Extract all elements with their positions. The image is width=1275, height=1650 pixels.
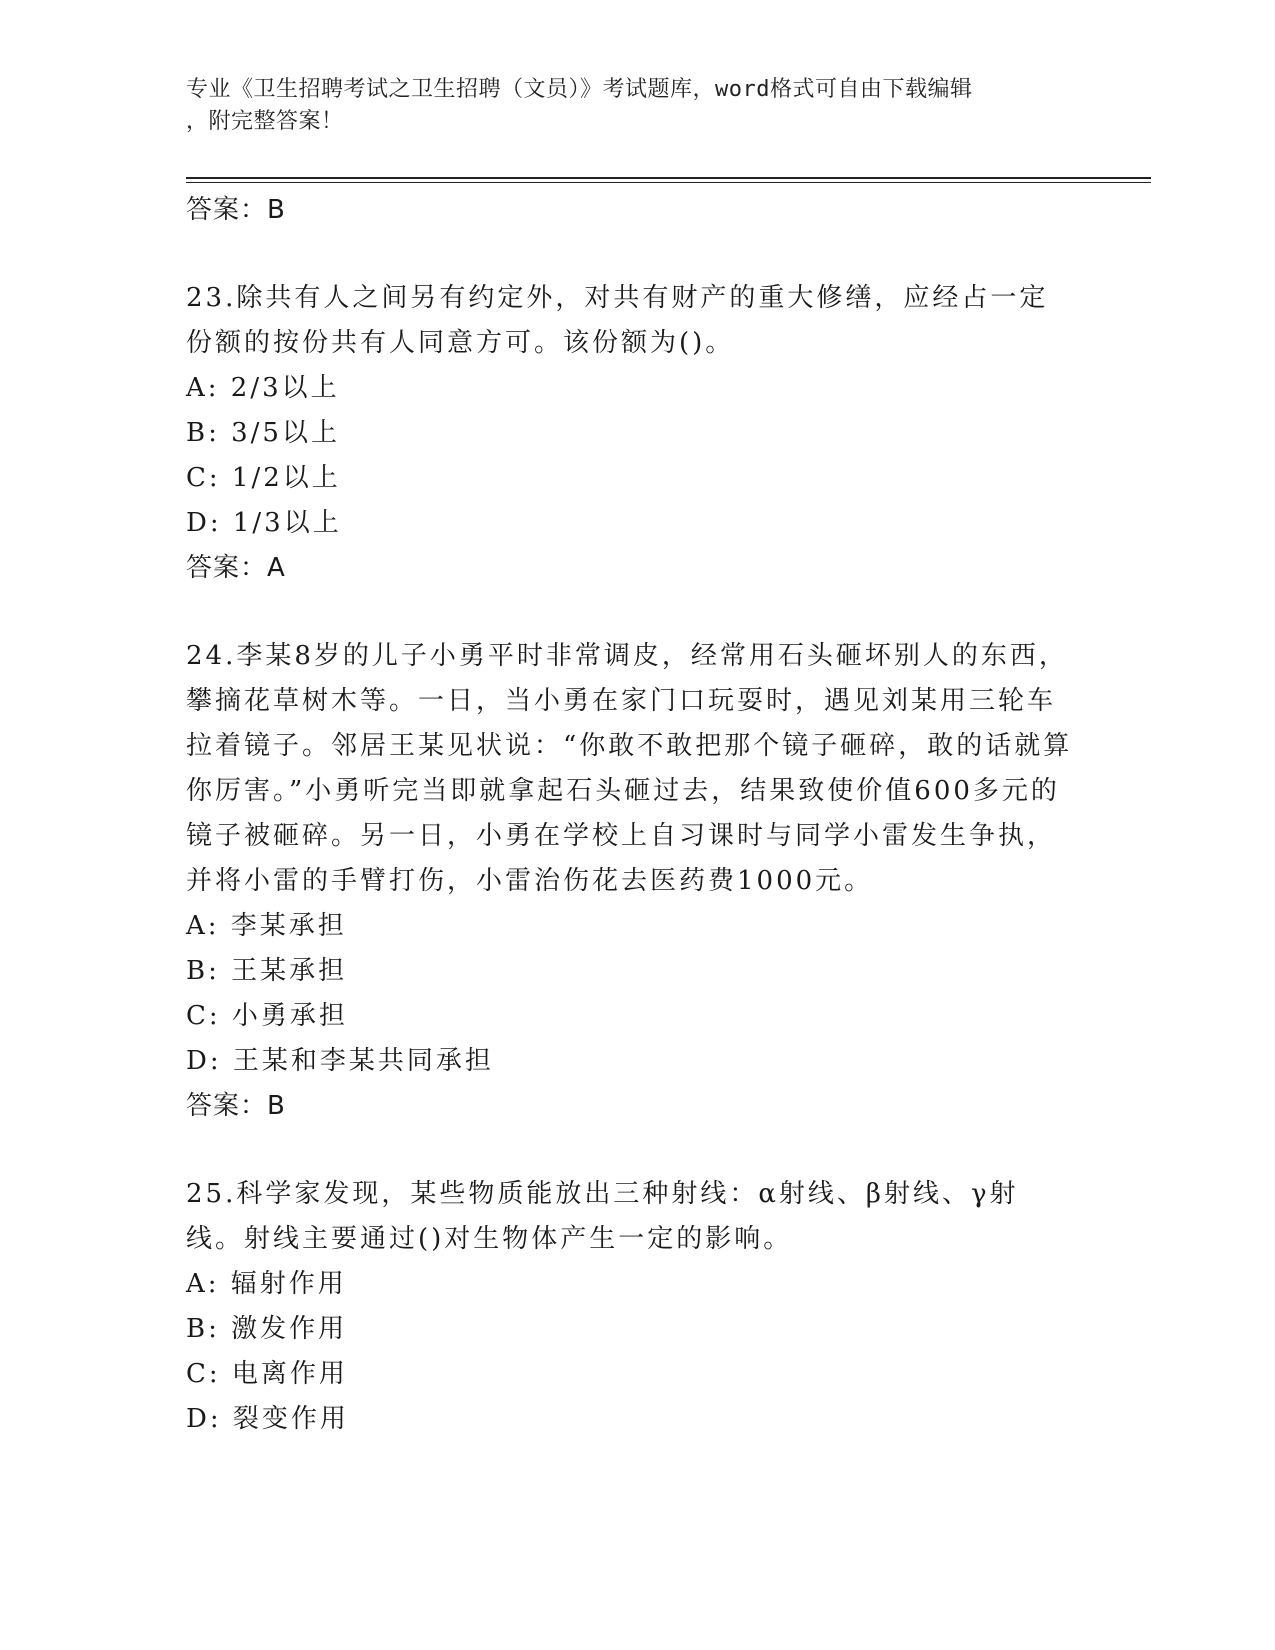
question-text: 23.除共有人之间另有约定外，对共有财产的重大修缮，应经占一定份额的按份共有人同意方可。该份额为()。: [186, 283, 1049, 358]
question-list: [186, 188, 1076, 1442]
answer-line: 答案：B: [186, 1091, 286, 1121]
option-c: C: 小勇承担: [186, 1001, 348, 1031]
option-a: A: 2/3以上: [186, 373, 340, 403]
option-b: B: 王某承担: [186, 956, 348, 986]
option-c: C: 电离作用: [186, 1359, 348, 1389]
option-d: D: 1/3以上: [186, 508, 342, 538]
question-25: [186, 1172, 1076, 1442]
answer-line: 答案：B: [186, 195, 286, 225]
option-a: A: 李某承担: [186, 911, 347, 941]
option-a: A: 辐射作用: [186, 1269, 347, 1299]
header-divider-thin: [186, 182, 1151, 183]
question-text: 25.科学家发现，某些物质能放出三种射线：α射线、β射线、γ射线。射线主要通过()对生物体产生一定的影响。: [186, 1179, 1019, 1254]
option-d: D: 王某和李某共同承担: [186, 1046, 494, 1076]
header-line-1: 专业《卫生招聘考试之卫生招聘（文员）》考试题库，word格式可自由下载编辑: [186, 77, 973, 102]
page-header: [186, 74, 1066, 138]
option-d: D: 裂变作用: [186, 1404, 349, 1434]
question-24: [186, 634, 1076, 1129]
question-23: [186, 276, 1076, 591]
question-text: 24.李某8岁的儿子小勇平时非常调皮，经常用石头砸坏别人的东西，攀摘花草树木等。一日，当小勇在家门口玩耍时，遇见刘某用三轮车拉着镜子。邻居王某见状说：“你敢不敢把那个镜子砸碎，敢的话就算你厉害。”小勇听完当即就拿起石头砸过去，结果致使价值600多元的镜子被砸碎。另一日，小勇在学校上自习课时与同学小雷发生争执，并将小雷的手臂打伤，小雷治伤花去医药费1000元。: [186, 641, 1073, 896]
header-divider-thick: [186, 177, 1151, 179]
answer-line: 答案：A: [186, 553, 286, 583]
option-b: B: 3/5以上: [186, 418, 340, 448]
option-b: B: 激发作用: [186, 1314, 348, 1344]
header-line-2: ，附完整答案！: [186, 109, 344, 134]
option-c: C: 1/2以上: [186, 463, 341, 493]
